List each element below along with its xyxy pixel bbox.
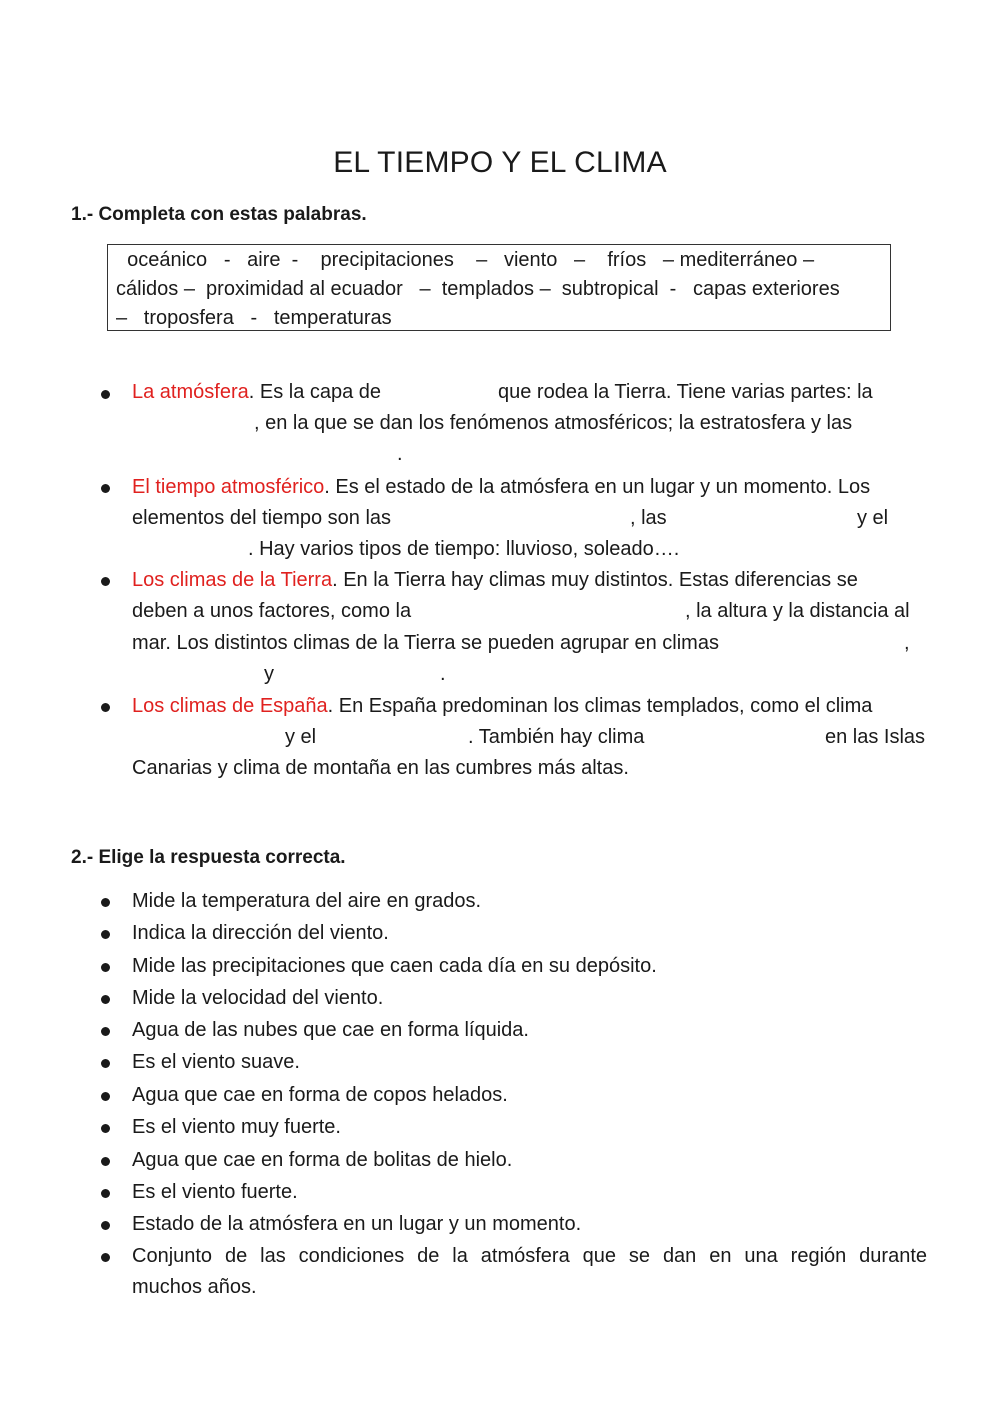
word-bank-box [107,244,891,331]
section-1-heading: 1.- Completa con estas palabras. [71,204,367,225]
text-segment: elementos del tiempo son las [132,507,392,529]
bullet-icon [101,484,110,493]
text-segment: . En la Tierra hay climas muy distintos. Estas diferencias se [332,569,858,591]
item-label: Los climas de España [132,695,328,717]
text-segment: Canarias y clima de montaña en las cumbres más altas. [132,757,629,779]
bullet-icon [101,1092,110,1101]
text-segment: que rodea la Tierra. Tiene varias partes: la [498,381,873,403]
answer-item: Agua que cae en forma de copos helados. [132,1084,508,1106]
fill-line [132,695,872,718]
bullet-icon [101,1059,110,1068]
bullet-icon [101,1253,110,1262]
fill-line [132,569,858,592]
answer-item: Indica la dirección del viento. [132,922,389,944]
text-segment: y [264,663,274,685]
text-segment: . Hay varios tipos de tiempo: lluvioso, soleado…. [248,538,680,560]
item-label: La atmósfera [132,381,249,403]
text-segment: . También hay clima [468,726,645,748]
bullet-icon [101,703,110,712]
bullet-icon [101,1124,110,1133]
bullet-icon [101,898,110,907]
bullet-icon [101,1221,110,1230]
fill-line [132,381,381,404]
answer-item: Mide la velocidad del viento. [132,987,384,1009]
answer-item-continuation: muchos años. [132,1276,257,1298]
text-segment: mar. Los distintos climas de la Tierra se pueden agrupar en climas [132,632,719,654]
page-title: EL TIEMPO Y EL CLIMA [333,146,667,179]
text-segment: . Es la capa de [248,381,382,403]
text-segment: , la altura y la distancia al [685,600,910,622]
bullet-icon [101,390,110,399]
answer-item: Mide las precipitaciones que caen cada día en su depósito. [132,955,657,977]
text-segment: . [440,663,446,685]
text-segment: deben a unos factores, como la [132,600,412,622]
section-2-heading: 2.- Elige la respuesta correcta. [71,847,346,868]
item-label: Los climas de la Tierra [132,569,333,591]
bullet-icon [101,577,110,586]
word-bank-line: cálidos – proximidad al ecuador – templados – subtropical - capas exteriores [116,278,840,300]
bullet-icon [101,1189,110,1198]
answer-item: Agua de las nubes que cae en forma líquida. [132,1019,529,1041]
answer-item: Es el viento muy fuerte. [132,1116,341,1138]
word-bank-line: – troposfera - temperaturas [116,307,392,329]
text-segment: . [397,443,403,465]
text-segment: . En España predominan los climas templados, como el clima [327,695,873,717]
bullet-icon [101,995,110,1004]
answer-item: Mide la temperatura del aire en grados. [132,890,482,912]
answer-item: Agua que cae en forma de bolitas de hielo. [132,1149,513,1171]
text-segment: , [904,632,910,654]
answer-item: Es el viento suave. [132,1051,300,1073]
text-segment: . Es el estado de la atmósfera en un lugar y un momento. Los [324,476,871,498]
text-segment: , las [630,507,667,529]
text-segment: , en la que se dan los fenómenos atmosféricos; la estratosfera y las [254,412,853,434]
bullet-icon [101,963,110,972]
fill-line [132,476,870,499]
bullet-icon [101,930,110,939]
text-segment: y el [285,726,317,748]
item-label: El tiempo atmosférico [132,476,325,498]
answer-item: Es el viento fuerte. [132,1181,298,1203]
answer-item: Conjunto de las condiciones de la atmósfera que se dan en una región durante [132,1245,927,1267]
text-segment: y el [857,507,889,529]
word-bank-line: oceánico - aire - precipitaciones – viento – fríos – mediterráneo – [116,249,815,271]
bullet-icon [101,1157,110,1166]
text-segment: en las Islas [825,726,926,748]
answer-item: Estado de la atmósfera en un lugar y un momento. [132,1213,582,1235]
bullet-icon [101,1027,110,1036]
